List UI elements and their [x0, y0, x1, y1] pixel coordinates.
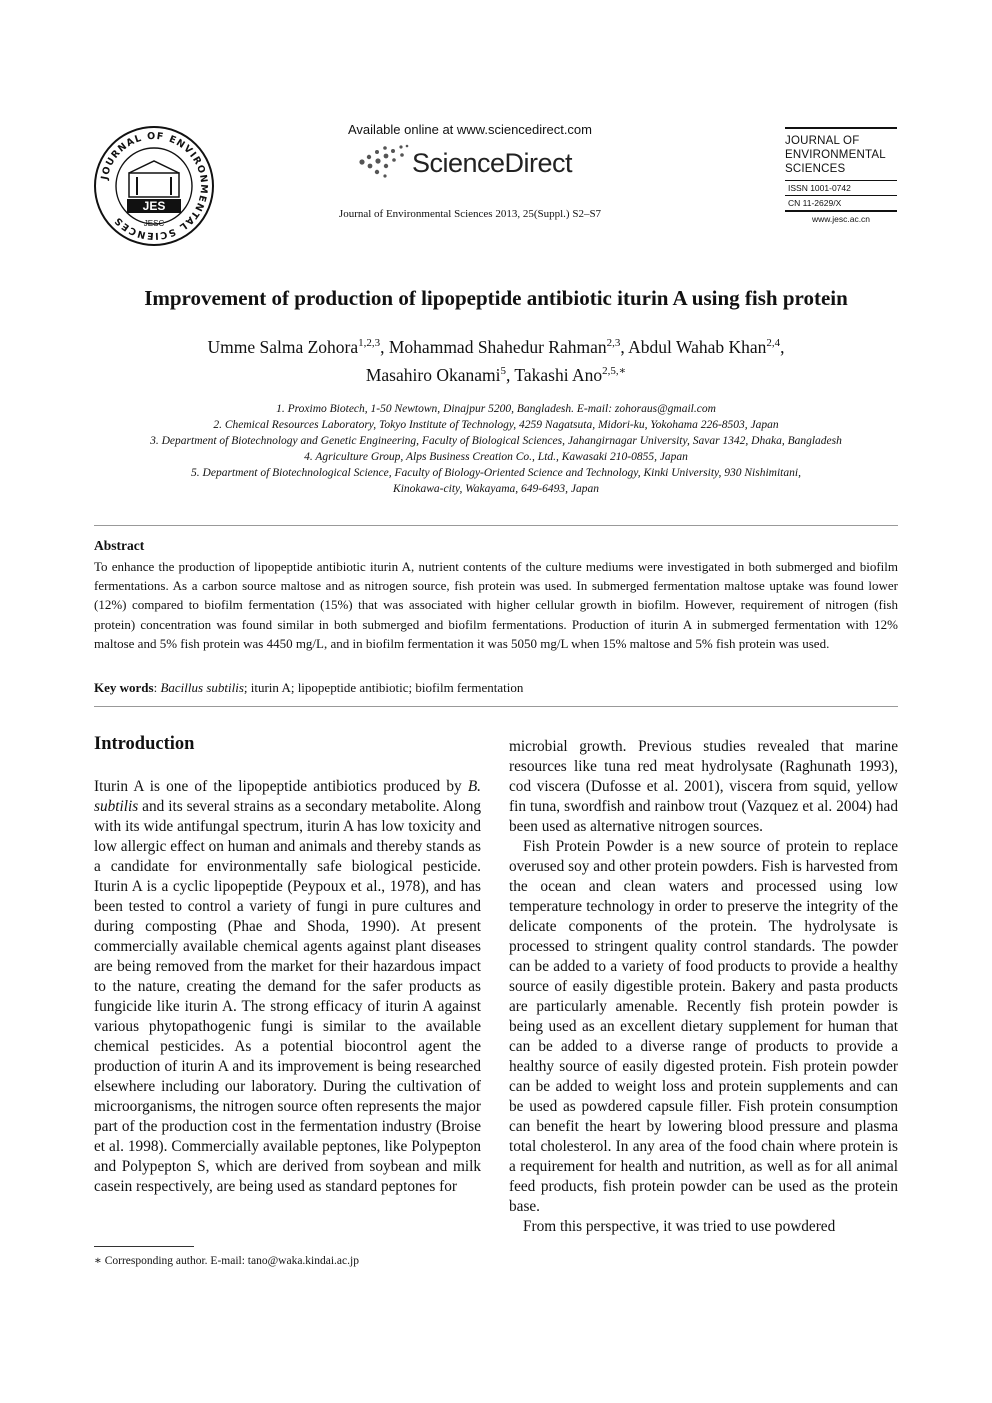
sciencedirect-dots-icon [356, 142, 410, 182]
affiliation: 1. Proximo Biotech, 1-50 Newtown, Dinajpur 5200, Bangladesh. E-mail: zohoraus@gmail.com [276, 403, 716, 415]
svg-text:JESC: JESC [143, 219, 165, 228]
divider [785, 127, 897, 129]
journal-name: JOURNAL OF ENVIRONMENTAL SCIENCES [785, 135, 886, 175]
paragraph: Iturin A is one of the lipopeptide antibiotics produced by B. subtilis and its several strains as a secondary metabolite. Along with its wide antifungal spectrum, iturin A has low toxicity and low allergic effect on human and animals and thereby stands as a candidate for environmentally safe biological pesticide. Iturin A is a cyclic lipopeptide (Peypoux et al., 1978), and has been tested to control a variety of fungi in pure cultures and during composting (Phae and Shoda, 1990). At present commercially available chemical agents against plant diseases are being removed from the market for their hazardous impact to the nature, creating the demand for the safer products as fungicide like iturin A. The strong efficacy of iturin A against various phytopathogenic fungi is similar to the available chemical pesticides. As a potential biocontrol agent the production of iturin A and its improvement is being researched elsewhere including our laboratory. During the cultivation of microorganisms, the nitrogen source often represents the major part of the production cost in the fermentation industry (Broise et al. 1998). Commercially available peptones, like Polypepton and Polypepton S, which are derived from soybean and milk casein respectively, are being used as standard peptones for [94, 778, 481, 1195]
affiliation: 2. Chemical Resources Laboratory, Tokyo Institute of Technology, 4259 Nagatsuta, Midori-ku, Yokohama 226-8503, Japan [213, 419, 779, 431]
keyword: Bacillus subtilis [160, 680, 244, 695]
affiliation: Kinokawa-city, Wakayama, 649-6493, Japan [393, 483, 599, 495]
abstract-heading: Abstract [94, 538, 145, 553]
abstract-text: To enhance the production of lipopeptide antibiotic iturin A, nutrient contents of the culture mediums were investigated in both submerged and biofilm fermentations. As a carbon source maltose and as nitrogen source, fish protein was used. In submerged fermentation maltose uptake was found lower (12%) compared to biofilm fermentation (15%) that was associated with higher cellular growth in biofilm. However, requirement of nitrogen (fish protein) concentration was found similar in both submerged and biofilm fermentations. Production of iturin A in submerged fermentation with 12% maltose and 5% fish protein was 4450 mg/L, and in biofilm fermentation it was 5050 mg/L when 15% maltose and 5% fish protein was used. [94, 559, 898, 651]
journal-website: www.jesc.ac.cn [811, 214, 871, 224]
issn: ISSN 1001-0742 [788, 183, 851, 193]
divider [94, 706, 898, 707]
journal-info-box [785, 127, 897, 224]
species-name: B. subtilis [94, 778, 481, 815]
journal-citation: Journal of Environmental Sciences 2013, 25(Suppl.) S2–S7 [338, 208, 602, 220]
affiliations [60, 401, 932, 497]
right-column [509, 737, 898, 1237]
corresponding-author-footnote: ∗ Corresponding author. E-mail: tano@waka.kindai.ac.jp [94, 1255, 359, 1267]
author-list [60, 331, 932, 387]
author-affiliation-marker: 5 [500, 364, 506, 377]
section-heading: Introduction [94, 734, 195, 754]
divider [785, 210, 897, 212]
divider [94, 525, 898, 526]
svg-text:JOURNAL OF ENVIRONMENTAL SCIEN: JOURNAL OF ENVIRONMENTAL SCIENCES [99, 130, 210, 242]
affiliation: 4. Agriculture Group, Alps Business Creation Co., Ltd., Kawasaki 210-0855, Japan [304, 451, 688, 463]
affiliation: 3. Department of Biotechnology and Genetic Engineering, Faculty of Biological Sciences, Jahangirnagar University, Savar 1342, Dhaka, Bangladesh [150, 435, 842, 447]
author-affiliation-marker: 2,4 [766, 337, 781, 349]
svg-text:JES: JES [142, 199, 166, 213]
keywords-rest: ; iturin A; lipopeptide antibiotic; biofilm fermentation [243, 680, 524, 695]
paragraph: Fish Protein Powder is a new source of protein to replace overused soy and other protein powders. Fish is harvested from the ocean and clean waters and processed using low temperature technology in order to preserve the integrity of the delicate components of the protein. The hydrolysate is processed to stringent quality control standards. The powder can be added to a variety of food products to provide a healthy source of easily digestible protein. Bakery and pasta products are particularly amenable. Recently fish protein powder is being used as an excellent dietary supplement for human that can be added to a diverse range of products to provide a healthy source of easily digested protein. Fish protein powder can be added to weight loss and protein supplements and can be used as powdered capsule filler. Fish protein consumption can benefit the heart by lowering blood pressure and plasma total cholesterol. In any area of the food chain where protein is a requirement for health and nutrition, as well as for all animal feed products, fish protein powder can be used as the protein base. [509, 838, 898, 1215]
available-online-text: Available online at www.sciencedirect.com [348, 122, 592, 137]
author-name: Masahiro Okanami [365, 364, 501, 385]
author-name: Takashi Ano [514, 364, 603, 385]
journal-seal-logo [93, 125, 215, 247]
left-column [94, 777, 481, 1197]
author-name: Abdul Wahab Khan [628, 336, 767, 357]
author-affiliation-marker: 2,3 [606, 337, 621, 349]
keywords: Key words: Bacillus subtilis; iturin A; lipopeptide antibiotic; biofilm fermentation [94, 680, 524, 695]
author-name: Umme Salma Zohora [207, 336, 359, 357]
author-line: Masahiro Okanami$^5$, Takashi Ano$^{2,5,∗}$ [365, 364, 627, 385]
article-title: Improvement of production of lipopeptide antibiotic iturin A using fish protein [144, 286, 848, 310]
sciencedirect-wordmark: ScienceDirect [412, 148, 573, 178]
author-line: Umme Salma Zohora$^{1,2,3}$, Mohammad Shahedur Rahman$^{2,3}$, Abdul Wahab Khan$^{2,4}$, [207, 336, 785, 357]
author-name: Mohammad Shahedur Rahman [388, 336, 607, 357]
paragraph: From this perspective, it was tried to use powdered [523, 1218, 836, 1235]
footnote-divider [94, 1246, 194, 1247]
author-affiliation-marker: 1,2,3 [358, 337, 381, 349]
paragraph: microbial growth. Previous studies revealed that marine resources like tuna red meat hydrolysate (Raghunath 1993), cod viscera (Dufosse et al. 2001), viscera from squid, yellow fin tuna, swordfish and rainbow trout (Vazquez et al. 2004) had been used as alternative nitrogen sources. [509, 738, 898, 835]
cn-number: CN 11-2629/X [788, 198, 842, 208]
keywords-label: Key words [94, 680, 154, 695]
author-affiliation-marker: 2,5,∗ [602, 364, 627, 377]
affiliation: 5. Department of Biotechnological Science, Faculty of Biology-Oriented Science and Technology, Kinki University, 930 Nishimitani, [191, 467, 801, 479]
